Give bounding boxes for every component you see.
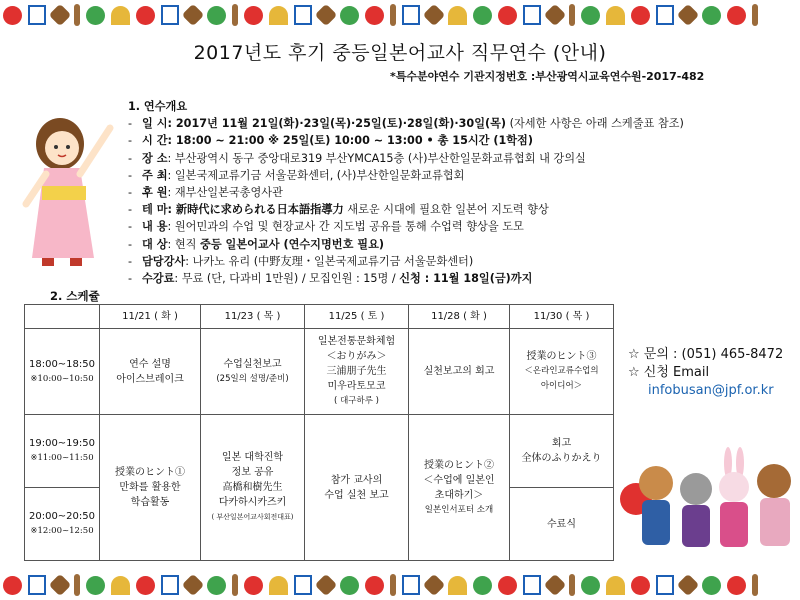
day-header: 11/25 ( 토 ) <box>305 305 409 329</box>
fee-value: : 무료 (단, 다과비 1만원) / 모집인원 : 15명 / <box>174 272 400 286</box>
day-header: 11/28 ( 화 ) <box>409 305 510 329</box>
kimono-girl-illustration <box>22 108 122 276</box>
time-value: : 18:00 ~ 21:00 ※ 25일(토) 10:00 ~ 13:00 <box>167 134 427 148</box>
session-cell: 일본 대학진학 정보 공유 高橋和樹先生 다카하시카즈키 ( 부산일본어교사회전대표) <box>201 415 305 561</box>
header-empty-cell <box>25 305 100 329</box>
institution-code: *특수분야연수 기관지정번호 :부산광역시교육연수원-2017-482 <box>390 70 705 83</box>
time-slot-1: 18:00~18:50 ※10:00~10:50 <box>25 329 100 415</box>
schedule-row-2 <box>25 415 614 488</box>
host-key: 주 최 <box>142 168 168 182</box>
sponsor-key: 후 원 <box>142 186 168 200</box>
session-cell: 수업실천보고 (25일의 설명/준비) <box>201 329 305 415</box>
session-cell: 授業のヒント② ＜수업에 일본인 초대하기＞ 일본인서포터 소개 <box>409 415 510 561</box>
schedule-row-1 <box>25 329 614 415</box>
contact-box <box>628 346 783 400</box>
host-value: : 일본국제교류기금 서울문화센터, (사)부산한일문화교류협회 <box>167 168 465 182</box>
target-bold: 중등 일본어교사 (연수지명번호 필요) <box>200 237 385 251</box>
lecturer-value: : 나카노 유리 (中野友理・일본국제교류기금 서울문화센터) <box>185 254 474 268</box>
session-cell: 수료식 <box>510 488 614 561</box>
theme-key: 테 마 <box>142 203 168 217</box>
day-header: 11/23 ( 목 ) <box>201 305 305 329</box>
session-cell: 실천보고의 회고 <box>409 329 510 415</box>
session-cell: 회고 全体のふりかえり <box>510 415 614 488</box>
session-cell: 授業のヒント① 만화를 활용한 학습활동 <box>100 415 201 561</box>
animals-illustration <box>608 445 798 555</box>
fee-row: - 수강료: 무료 (단, 다과비 1만원) / 모집인원 : 15명 / 신청 : 11월 18일(금)까지 <box>128 272 533 286</box>
day-header: 11/30 ( 목 ) <box>510 305 614 329</box>
lecturer-key: 담당강사 <box>142 254 186 268</box>
overview-section <box>128 98 684 287</box>
target-value: : 현직 <box>167 237 201 251</box>
email-link[interactable]: infobusan@jpf.or.kr <box>648 383 774 398</box>
sponsor-row: - 후 원: 재부산일본국총영사관 <box>128 186 283 200</box>
fee-key: 수강료 <box>142 272 175 286</box>
schedule-table <box>24 304 614 561</box>
host-row: - 주 최: 일본국제교류기금 서울문화센터, (사)부산한일문화교류협회 <box>128 168 465 182</box>
session-cell: 일본전통문화체험 ＜おりがみ＞ 三浦朋子先生 미우라토모코 ( 대구하루 ) <box>305 329 409 415</box>
time-slot-3: 20:00~20:50 ※12:00~12:50 <box>25 488 100 561</box>
content-row: - 내 용: 원어민과의 수업 및 현장교사 간 지도법 공유를 통해 수업력 향상을 도모 <box>128 220 524 234</box>
target-key: 대 상 <box>142 237 168 251</box>
sponsor-value: : 재부산일본국총영사관 <box>167 186 283 200</box>
theme-japanese: : 新時代に求められる日本語指導力 <box>167 203 344 217</box>
apply-email-label: ☆ 신청 Email <box>628 365 710 380</box>
session-cell: 연수 설명 아이스브레이크 <box>100 329 201 415</box>
overview-heading: 1. 연수개요 <box>128 100 188 113</box>
bottom-decoration-border <box>0 572 800 598</box>
time-slot-2: 19:00~19:50 ※11:00~11:50 <box>25 415 100 488</box>
session-cell: 授業のヒント③ ＜온라인교류수업의 아이디어＞ <box>510 329 614 415</box>
theme-value: 새로운 시대에 필요한 일본어 지도력 향상 <box>343 203 549 217</box>
dates-key: 일 시 <box>142 117 168 131</box>
time-total: • 총 15시간 (1학점) <box>426 134 533 148</box>
day-header: 11/21 ( 화 ) <box>100 305 201 329</box>
dates-value: : 2017년 11월 21일(화)·23일(목)·25일(토)·28일(화)·30일(목) <box>167 117 507 131</box>
time-row: - 시 간: 18:00 ~ 21:00 ※ 25일(토) 10:00 ~ 13:00 • 총 15시간 (1학점) <box>128 134 533 148</box>
dates-row: - 일 시: 2017년 11월 21일(화)·23일(목)·25일(토)·28일(화)·30일(목) (자세한 사항은 아래 스케줄표 참조) <box>128 117 684 131</box>
apply-deadline: 신청 : 11월 18일(금)까지 <box>399 272 533 286</box>
schedule-heading: 2. 스케쥴 <box>50 289 100 303</box>
place-key: 장 소 <box>142 151 168 165</box>
top-decoration-border <box>0 2 800 28</box>
schedule-header-row <box>25 305 614 329</box>
page-title: 2017년도 후기 중등일본어교사 직무연수 (안내) <box>193 42 607 64</box>
target-row: - 대 상: 현직 중등 일본어교사 (연수지명번호 필요) <box>128 237 385 251</box>
content-value: : 원어민과의 수업 및 현장교사 간 지도법 공유를 통해 수업력 향상을 도모 <box>167 220 524 234</box>
lecturer-row: - 담당강사: 나카노 유리 (中野友理・일본국제교류기금 서울문화센터) <box>128 254 474 268</box>
dates-note: (자세한 사항은 아래 스케줄표 참조) <box>506 117 684 131</box>
place-value: : 부산광역시 동구 중앙대로319 부산YMCA15층 (사)부산한일문화교류협회 내 강의실 <box>167 151 586 165</box>
content-key: 내 용 <box>142 220 168 234</box>
inquiry-phone: ☆ 문의 : (051) 465-8472 <box>628 347 784 362</box>
session-cell: 참가 교사의 수업 실천 보고 <box>305 415 409 561</box>
time-key: 시 간 <box>142 134 168 148</box>
place-row: - 장 소: 부산광역시 동구 중앙대로319 부산YMCA15층 (사)부산한일문화교류협회 내 강의실 <box>128 151 586 165</box>
theme-row: - 테 마: 新時代に求められる日本語指導力 새로운 시대에 필요한 일본어 지도력 향상 <box>128 203 549 217</box>
